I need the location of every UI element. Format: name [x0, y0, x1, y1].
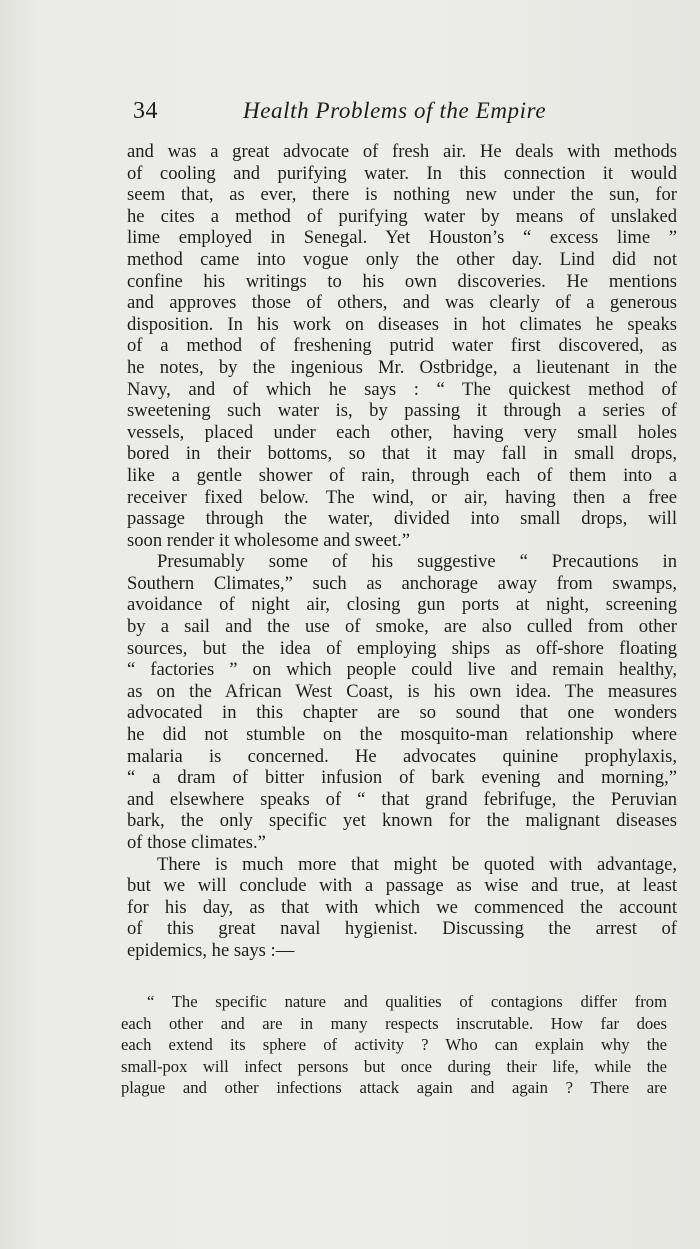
quote-line: each extend its sphere of activity ? Who can explain why the: [121, 1035, 667, 1055]
text-line: bark, the only specific yet known for the malignant diseases: [127, 810, 677, 832]
text-line: of those climates.”: [127, 832, 266, 853]
text-line: he cites a method of purifying water by means of unslaked: [127, 205, 677, 227]
text-line: of cooling and purifying water. In this connection it would: [127, 162, 677, 184]
quote-line: each other and are in many respects inscrutable. How far does: [121, 1013, 667, 1033]
text-line: for his day, as that with which we commenced the account: [127, 896, 677, 918]
text-line: as on the African West Coast, is his own idea. The measures: [127, 680, 677, 702]
text-line: he did not stumble on the mosquito-man relationship where: [127, 724, 677, 746]
text-line: like a gentle shower of rain, through each of them into a: [127, 464, 677, 486]
text-line: by a sail and the use of smoke, are also culled from other: [127, 616, 677, 638]
text-line: method came into vogue only the other day. Lind did not: [127, 248, 677, 270]
text-line: and elsewhere speaks of “ that grand febrifuge, the Peruvian: [127, 788, 677, 810]
text-line: There is much more that might be quoted with advantage,: [157, 853, 677, 875]
running-head: Health Problems of the Empire: [243, 98, 547, 123]
text-line: avoidance of night air, closing gun ports at night, screening: [127, 594, 677, 616]
text-line: seem that, as ever, there is nothing new under the sun, for: [127, 184, 677, 206]
paragraph: [127, 141, 677, 551]
text-line: of a method of freshening putrid water first discovered, as: [127, 335, 677, 357]
text-line: but we will conclude with a passage as wise and true, at least: [127, 875, 677, 897]
text-line: and approves those of others, and was clearly of a generous: [127, 292, 677, 314]
paragraph: [127, 551, 677, 853]
text-line: sweetening such water is, by passing it through a series of: [127, 400, 677, 422]
paragraph: [127, 854, 677, 962]
text-line: malaria is concerned. He advocates quinine prophylaxis,: [127, 745, 677, 767]
text-line: vessels, placed under each other, having very small holes: [127, 421, 677, 443]
text-line: bored in their bottoms, so that it may fall in small drops,: [127, 443, 677, 465]
text-line: “ factories ” on which people could live and remain healthy,: [127, 659, 677, 681]
text-line: epidemics, he says :—: [127, 939, 295, 961]
text-line: he notes, by the ingenious Mr. Ostbridge, a lieutenant in the: [127, 356, 677, 378]
text-line: Navy, and of which he says : “ The quickest method of: [127, 378, 677, 400]
text-line: soon render it wholesome and sweet.”: [127, 529, 410, 551]
text-line: lime employed in Senegal. Yet Houston’s “ excess lime ”: [127, 227, 677, 249]
text-line: and was a great advocate of fresh air. He deals with methods: [127, 141, 677, 162]
text-line: sources, but the idea of employing ships as off-shore floating: [127, 637, 677, 659]
page-header: [133, 98, 581, 130]
text-line: Presumably some of his suggestive “ Precautions in: [157, 551, 677, 573]
block-quote: [121, 991, 667, 1099]
text-line: “ a dram of bitter infusion of bark evening and morning,”: [127, 767, 677, 789]
text-line: Southern Climates,” such as anchorage away from swamps,: [127, 572, 677, 594]
text-line: passage through the water, divided into small drops, will: [127, 508, 677, 530]
text-line: disposition. In his work on diseases in hot climates he speaks: [127, 313, 677, 335]
quote-line: plague and other infections attack again and again ? There are: [121, 1078, 667, 1098]
text-line: of this great naval hygienist. Discussing the arrest of: [127, 918, 677, 940]
body-text: [127, 141, 677, 962]
page-number: 34: [133, 98, 158, 124]
quote-line: “ The specific nature and qualities of contagions differ from: [147, 992, 667, 1011]
text-line: advocated in this chapter are so sound that one wonders: [127, 702, 677, 724]
quote-line: small-pox will infect persons but once during their life, while the: [121, 1056, 667, 1076]
text-line: receiver fixed below. The wind, or air, having then a free: [127, 486, 677, 508]
text-line: confine his writings to his own discoveries. He mentions: [127, 270, 677, 292]
